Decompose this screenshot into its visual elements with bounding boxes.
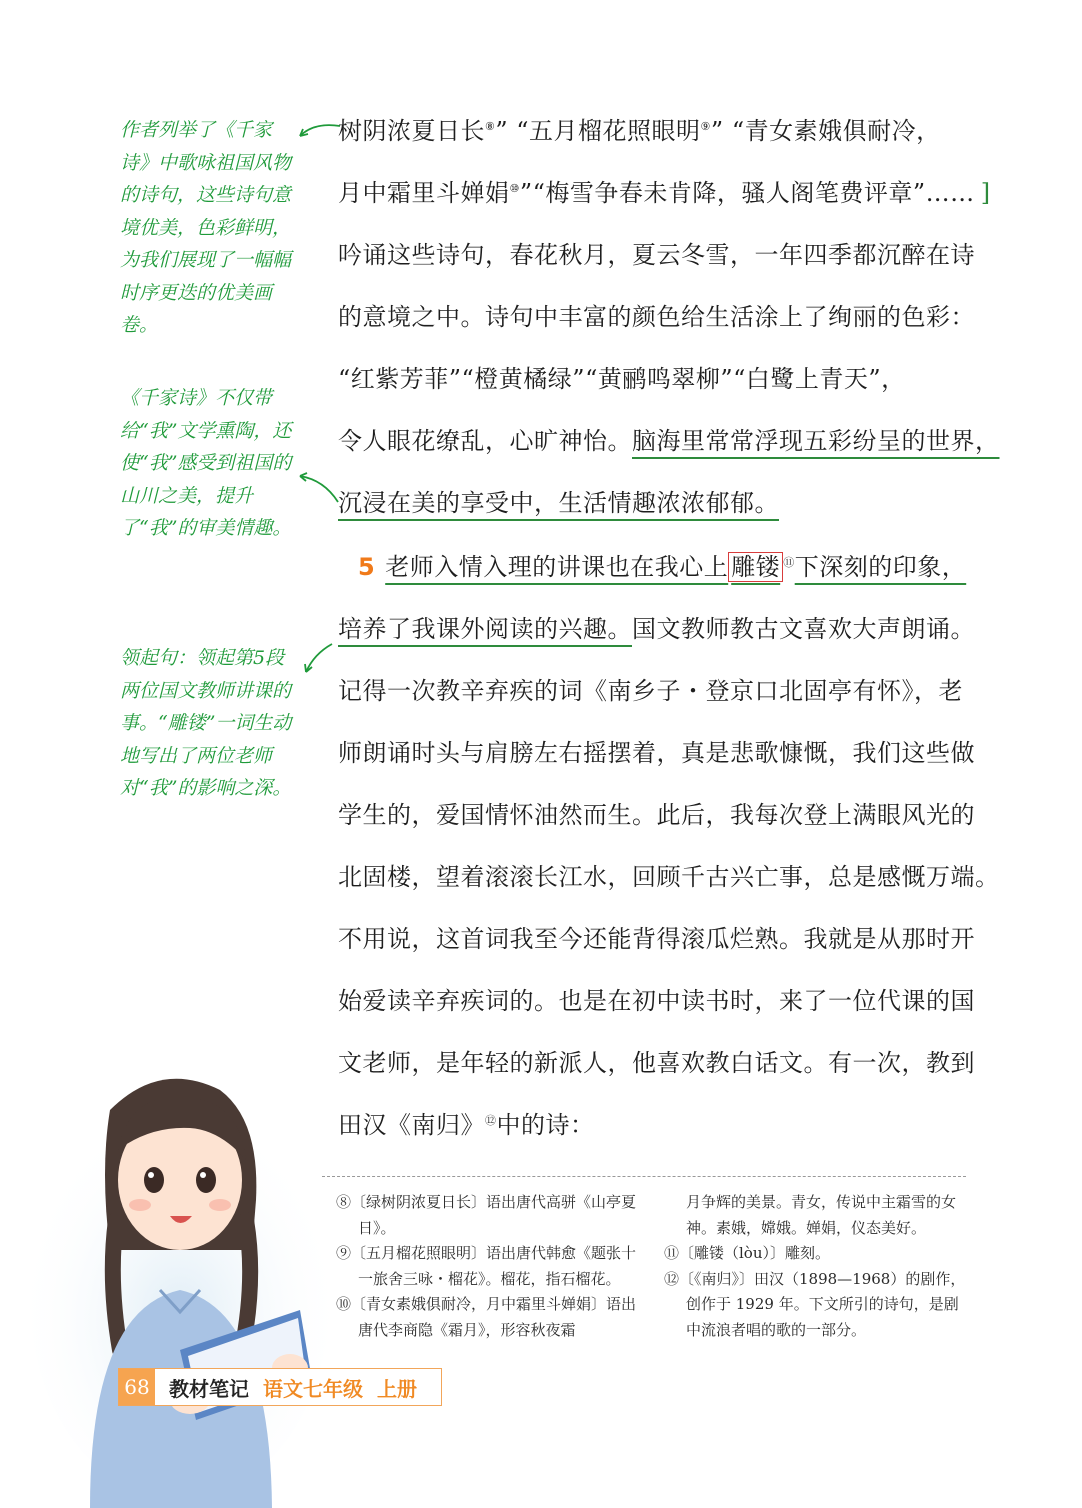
text-line-2: 月中霜里斗婵娟⑩”“梅雪争春未肯降，骚人阁笔费评章”…… ] xyxy=(338,179,991,207)
footnote-10: ⑩〔青女素娥俱耐冷，月中霜里斗婵娟〕语出唐代李商隐《霜月》，形容秋夜霜 xyxy=(336,1295,637,1339)
para5-line-8: 始爱读辛弃疾词的。也是在初中读书时，来了一位代课的国 xyxy=(338,987,975,1015)
text-line-4: 的意境之中。诗句中丰富的颜色给生活涂上了绚丽的色彩： xyxy=(338,303,975,331)
boxed-word: 雕镂 xyxy=(728,552,783,582)
volume-label: 上册 xyxy=(377,1376,417,1401)
page-footer xyxy=(118,1368,442,1406)
footnote-11: ⑪〔雕镂（lòu）〕雕刻。 xyxy=(664,1244,830,1262)
para5-line-2: 培养了我课外阅读的兴趣。国文教师教古文喜欢大声朗诵。 xyxy=(338,615,975,643)
text-line-1: 树阴浓夏日长⑧” “五月榴花照眼明⑨” “青女素娥俱耐冷， xyxy=(338,117,941,145)
footnote-divider xyxy=(322,1176,966,1177)
para5-line-3: 记得一次教辛弃疾的词《南乡子・登京口北固亭有怀》，老 xyxy=(338,677,963,705)
footnote-8: ⑧〔绿树阴浓夏日长〕语出唐代高骈《山亭夏日》。 xyxy=(336,1193,637,1237)
para5-line-10: 田汉《南归》⑫中的诗： xyxy=(338,1111,595,1139)
para5-line-4: 师朗诵时头与肩膀左右摇摆着，真是悲歌慷慨，我们这些做 xyxy=(338,739,975,767)
paragraph-number: 5 xyxy=(358,553,376,581)
page-number: 68 xyxy=(119,1369,155,1405)
para5-line-1: 5 老师入情入理的讲课也在我心上 雕镂 ⑪下深刻的印象， xyxy=(338,550,968,584)
note-arrow-1 xyxy=(294,118,344,148)
subject-grade: 语文七年级 xyxy=(263,1376,363,1401)
note-arrow-3 xyxy=(294,638,344,678)
footnote-9: ⑨〔五月榴花照眼明〕语出唐代韩愈《题张十一旅舍三咏・榴花》。榴花，指石榴花。 xyxy=(336,1244,637,1288)
footnotes-left xyxy=(336,1190,640,1343)
para5-line-5: 学生的，爱国情怀油然而生。此后，我每次登上满眼风光的 xyxy=(338,801,975,829)
note-arrow-2 xyxy=(294,466,344,506)
para5-line-9: 文老师，是年轻的新派人，他喜欢教白话文。有一次，教到 xyxy=(338,1049,975,1077)
book-title: 教材笔记 xyxy=(169,1376,249,1401)
margin-note-3: 领起句：领起第5段两位国文教师讲课的事。“雕镂”一词生动地写出了两位老师对“我”的影响之深。 xyxy=(120,647,292,799)
margin-note-1: 作者列举了《千家诗》中歌咏祖国风物的诗句，这些诗句意境优美，色彩鲜明，为我们展现了一幅幅时序更迭的优美画卷。 xyxy=(120,119,292,336)
girl-reading-illustration xyxy=(20,1050,330,1508)
footnote-12: ⑫〔《南归》〕田汉（1898—1968）的剧作，创作于 1929 年。下文所引的诗句，是剧中流浪者唱的歌的一部分。 xyxy=(664,1269,966,1339)
footnotes-right xyxy=(664,1190,968,1343)
para5-line-6: 北固楼，望着滚滚长江水，回顾千古兴亡事，总是感慨万端。 xyxy=(338,863,1000,891)
footnote-10-cont: 月争辉的美景。青女，传说中主霜雪的女神。素娥，嫦娥。婵娟，仪态美好。 xyxy=(686,1193,957,1237)
margin-note-2: 《千家诗》不仅带给“我”文学熏陶，还使“我”感受到祖国的山川之美，提升了“我”的审美情趣。 xyxy=(120,387,292,539)
text-line-6: 令人眼花缭乱，心旷神怡。脑海里常常浮现五彩纷呈的世界， xyxy=(338,427,1000,455)
text-line-3: 吟诵这些诗句，春花秋月，夏云冬雪，一年四季都沉醉在诗 xyxy=(338,241,975,269)
text-line-7: 沉浸在美的享受中，生活情趣浓浓郁郁。 xyxy=(338,489,779,517)
text-line-5: “红紫芳菲”“橙黄橘绿”“黄鹂鸣翠柳”“白鹭上青天”， xyxy=(338,365,906,393)
para5-line-7: 不用说，这首词我至今还能背得滚瓜烂熟。我就是从那时开 xyxy=(338,925,975,953)
